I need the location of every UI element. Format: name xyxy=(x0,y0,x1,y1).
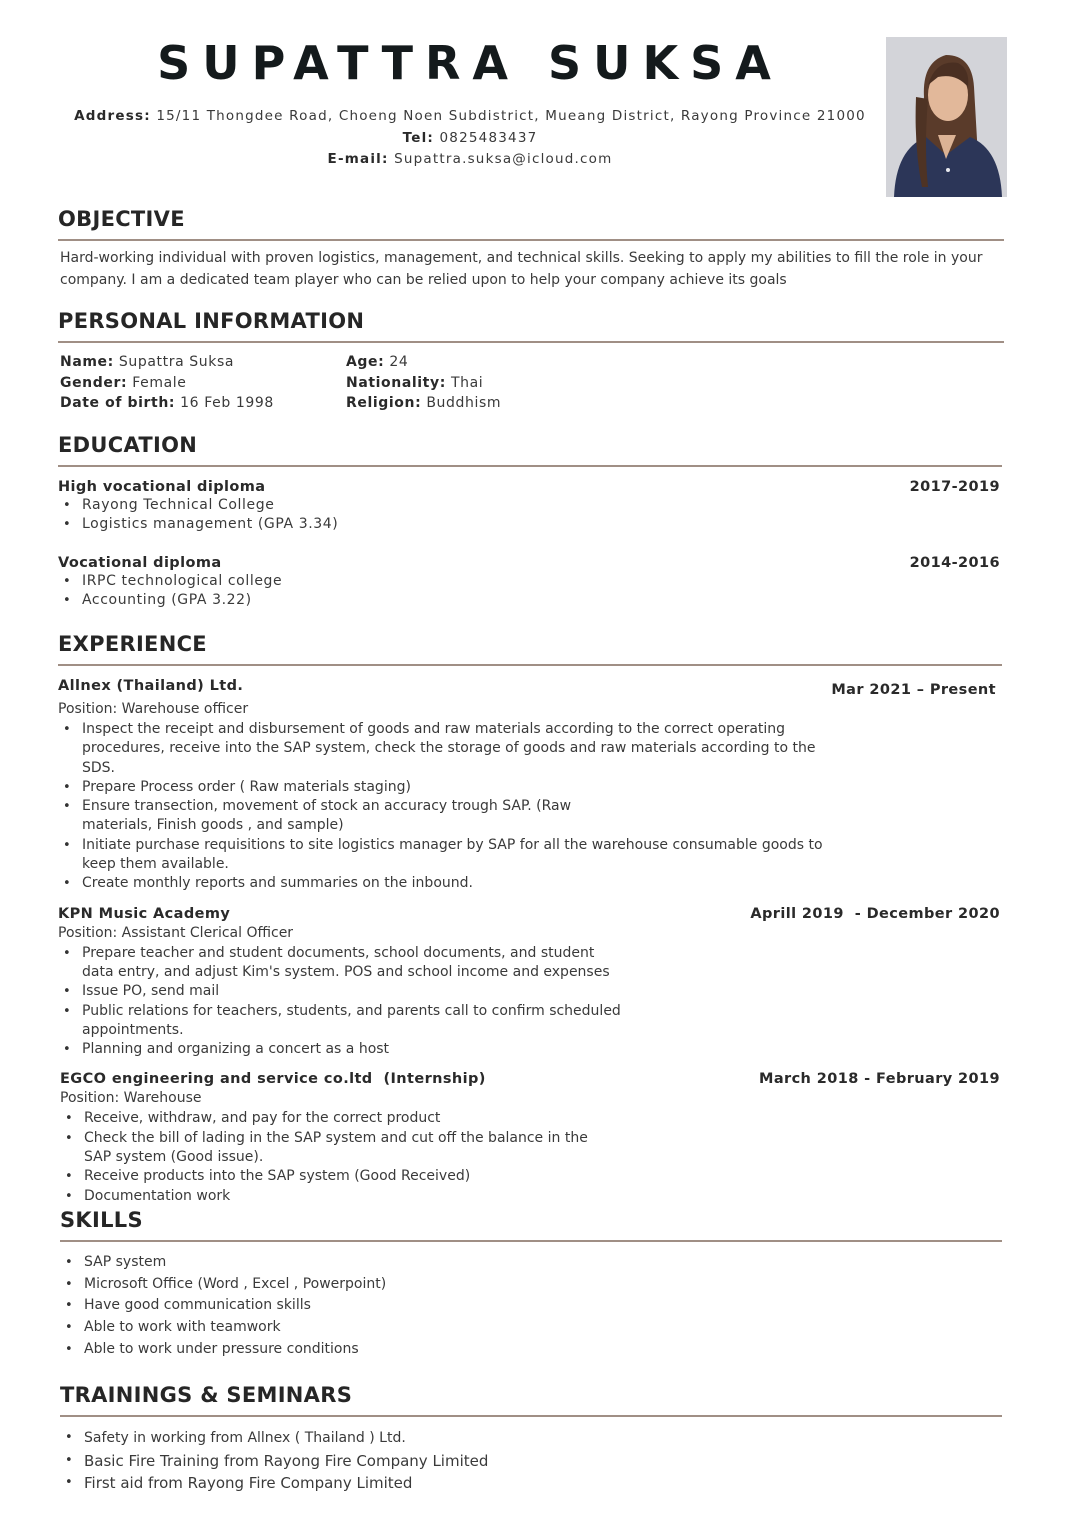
employment-dates: March 2018 - February 2019 xyxy=(759,1071,1000,1088)
degree-title: Vocational diploma xyxy=(58,554,222,571)
personal-field-name xyxy=(60,353,346,372)
profile-photo xyxy=(886,37,1007,197)
trainings-section xyxy=(60,1383,1002,1495)
personal-info-title: PERSONAL INFORMATION xyxy=(58,309,365,333)
education-title: EDUCATION xyxy=(58,433,198,457)
entry-header xyxy=(58,1071,1002,1087)
list-item: • Inspect the receipt and disbursement of goods and raw materials according to the correct operating procedures, receive into the SAP system, check the storage of goods and raw materials according to the SDS. xyxy=(58,720,848,778)
employment-dates: Aprill 2019 - December 2020 xyxy=(750,905,1000,922)
field-value: Thai xyxy=(450,374,484,391)
list-item: • Prepare teacher and student documents, school documents, and student data entry, and adjust Kim's system. POS and school income and expenses xyxy=(58,944,628,983)
list-item: • Prepare Process order ( Raw materials staging) xyxy=(58,778,848,797)
section-divider xyxy=(58,239,1004,241)
list-item: • Able to work under pressure conditions xyxy=(60,1339,1002,1361)
list-item: • IRPC technological college xyxy=(58,572,1002,591)
address-value: 15/11 Thongdee Road, Choeng Noen Subdistrict, Mueang District, Rayong Province 21000 xyxy=(156,108,866,124)
personal-field-nationality xyxy=(346,374,646,393)
degree-years: 2017-2019 xyxy=(909,479,1000,495)
job-position: Position: Warehouse xyxy=(60,1090,202,1107)
experience-entry xyxy=(58,1071,1002,1205)
portrait-image xyxy=(886,37,1007,197)
skills-section xyxy=(60,1208,1002,1361)
employment-dates: Mar 2021 – Present xyxy=(831,682,996,698)
field-value: 16 Feb 1998 xyxy=(180,395,274,411)
email-line xyxy=(0,151,940,167)
personal-field-religion xyxy=(346,394,646,413)
list-item: • Logistics management (GPA 3.34) xyxy=(58,515,1002,534)
list-item: • Rayong Technical College xyxy=(58,496,1002,515)
list-item: • Receive products into the SAP system (Good Received) xyxy=(60,1167,618,1186)
field-label: Gender: xyxy=(60,374,128,391)
list-item: • Have good communication skills xyxy=(60,1295,1002,1317)
list-item: • Documentation work xyxy=(60,1187,618,1206)
field-label: Nationality: xyxy=(346,374,446,391)
list-item: • Receive, withdraw, and pay for the correct product xyxy=(60,1109,618,1128)
degree-title: High vocational diploma xyxy=(58,479,266,495)
job-duties xyxy=(58,944,628,1060)
tel-value: 0825483437 xyxy=(439,130,538,146)
education-section xyxy=(58,433,1002,610)
personal-info-grid xyxy=(58,353,1004,413)
list-item: • Ensure transection, movement of stock an accuracy trough SAP. (Raw materials, Finish goods , and sample) xyxy=(58,797,578,836)
personal-field-age xyxy=(346,353,646,372)
education-entry xyxy=(58,555,1002,611)
job-position: Position: Warehouse officer xyxy=(58,701,249,717)
trainings-list xyxy=(60,1427,1002,1495)
job-position: Position: Assistant Clerical Officer xyxy=(58,924,294,941)
field-value: Buddhism xyxy=(426,395,502,411)
experience-entry xyxy=(58,678,1002,894)
list-item: • SAP system xyxy=(60,1252,1002,1274)
company-name: KPN Music Academy xyxy=(58,905,231,922)
list-item: • Initiate purchase requisitions to site logistics manager by SAP for all the warehouse consumable goods to keep them available. xyxy=(58,836,848,875)
email-value: Supattra.suksa@icloud.com xyxy=(394,151,613,167)
education-details xyxy=(58,496,1002,535)
skills-list xyxy=(60,1252,1002,1361)
experience-entry xyxy=(58,906,1002,1060)
list-item: • Microsoft Office (Word , Excel , Powerpoint) xyxy=(60,1274,1002,1296)
list-item: • Basic Fire Training from Rayong Fire Company Limited xyxy=(60,1450,1002,1473)
field-value: Supattra Suksa xyxy=(118,354,235,370)
list-item: • First aid from Rayong Fire Company Limited xyxy=(60,1472,1002,1495)
list-item: • Create monthly reports and summaries on the inbound. xyxy=(58,874,848,893)
field-label: Date of birth: xyxy=(60,395,176,411)
entry-header xyxy=(58,555,1002,571)
education-details xyxy=(58,572,1002,611)
list-item: • Public relations for teachers, students, and parents call to confirm scheduled appointments. xyxy=(58,1002,628,1041)
job-duties xyxy=(58,1109,618,1205)
resume-name: SUPATTRA SUKSA xyxy=(157,36,783,90)
section-divider xyxy=(58,465,1002,467)
address-label: Address: xyxy=(74,108,151,124)
field-label: Name: xyxy=(60,354,114,370)
field-value: 24 xyxy=(389,354,409,370)
entry-header xyxy=(58,678,1002,698)
list-item: • Able to work with teamwork xyxy=(60,1317,1002,1339)
experience-section xyxy=(58,632,1002,1206)
field-label: Age: xyxy=(346,354,385,370)
personal-field-gender xyxy=(60,374,346,393)
section-divider xyxy=(58,341,1004,343)
personal-info-section xyxy=(58,309,1004,413)
skills-title: SKILLS xyxy=(60,1208,143,1232)
field-value: Female xyxy=(132,374,187,391)
list-item: • Issue PO, send mail xyxy=(58,982,628,1001)
entry-header xyxy=(58,479,1002,495)
company-name: EGCO engineering and service co.ltd (Internship) xyxy=(60,1071,486,1088)
experience-title: EXPERIENCE xyxy=(58,632,207,656)
tel-line xyxy=(0,130,940,146)
field-label: Religion: xyxy=(346,395,422,411)
list-item: • Safety in working from Allnex ( Thailand ) Ltd. xyxy=(60,1427,1002,1450)
company-name: Allnex (Thailand) Ltd. xyxy=(58,678,244,694)
section-divider xyxy=(60,1240,1002,1242)
degree-years: 2014-2016 xyxy=(909,554,1000,571)
address-line xyxy=(0,108,940,124)
section-divider xyxy=(58,664,1002,666)
section-divider xyxy=(60,1415,1002,1417)
job-duties xyxy=(58,720,848,894)
education-entry xyxy=(58,479,1002,535)
trainings-title: TRAININGS & SEMINARS xyxy=(60,1383,353,1407)
objective-text: Hard-working individual with proven logistics, management, and technical skills. Seeking to apply my abilities to fill the role in your company. I am a dedicated team player who can be relied upon to help your company achieve its goals xyxy=(60,250,983,288)
objective-title: OBJECTIVE xyxy=(58,207,185,231)
list-item: • Check the bill of lading in the SAP system and cut off the balance in the SAP system (Good issue). xyxy=(60,1129,618,1168)
objective-section xyxy=(58,207,1004,291)
personal-field-dob xyxy=(60,394,346,413)
email-label: E-mail: xyxy=(327,151,389,167)
list-item: • Planning and organizing a concert as a host xyxy=(58,1040,628,1059)
tel-label: Tel: xyxy=(402,130,434,146)
entry-header xyxy=(58,906,1002,922)
list-item: • Accounting (GPA 3.22) xyxy=(58,591,1002,610)
